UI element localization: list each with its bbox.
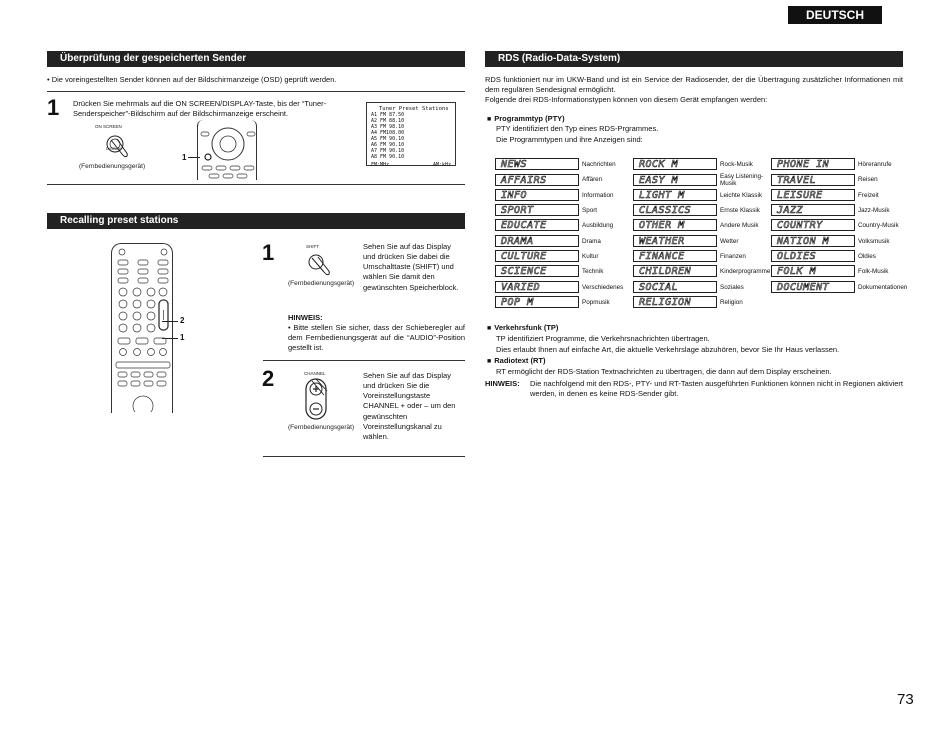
pty-description: Nachrichten (582, 161, 616, 169)
pty-row (495, 233, 633, 248)
pty-row (633, 233, 771, 248)
note-title: HINWEIS: (288, 313, 323, 322)
pty-row (633, 157, 771, 172)
osd-preset-screen (366, 102, 456, 166)
pty-description: Andere Musik (720, 222, 759, 230)
pty-description: Reisen (858, 176, 878, 184)
pty-description: Dokumentationen (858, 283, 908, 291)
step-text: Sehen Sie auf das Display und drücken Sie dabei die Umschalttaste (SHIFT) und wählen Sie damit den gewünschten Speicherblock. (363, 242, 459, 292)
pty-description: Höreranrufe (858, 161, 892, 169)
pty-row (633, 172, 771, 187)
pty-code-display: FOLK M (771, 265, 855, 277)
pty-code-display: DOCUMENT (771, 281, 855, 293)
pty-code-display: JAZZ (771, 204, 855, 216)
osd-line: A6 FM 90.10 (371, 142, 405, 148)
osd-title: Tuner Preset Stations (379, 106, 449, 112)
channel-label: CHANNEL (304, 371, 326, 376)
tp-text: TP identifiziert Programme, die Verkehrsnachrichten übertragen. (496, 334, 710, 343)
pty-code-display: INFO (495, 189, 579, 201)
step-number: 1 (47, 95, 60, 120)
pty-code-display: EASY M (633, 174, 717, 186)
divider (47, 184, 465, 185)
pty-code-display: CHILDREN (633, 265, 717, 277)
shift-label: SHIFT (306, 244, 319, 249)
pty-description: Kultur (582, 252, 599, 260)
pty-row (495, 264, 633, 279)
pty-description: Soziales (720, 283, 744, 291)
pty-row (495, 203, 633, 218)
pty-row (633, 249, 771, 264)
language-badge: DEUTSCH (788, 6, 882, 24)
pty-description: Technik (582, 268, 604, 276)
callout-1: 1 (180, 333, 185, 342)
pty-text-2: Die Programmtypen und ihre Anzeigen sind: (496, 135, 643, 144)
pty-code-display: WEATHER (633, 235, 717, 247)
pty-row (771, 279, 909, 294)
pty-row (495, 249, 633, 264)
pty-row (771, 249, 909, 264)
pty-description: Freizeit (858, 191, 879, 199)
osd-line: A2 FM 88.10 (371, 118, 405, 124)
divider (263, 456, 465, 457)
pty-description: Information (582, 191, 614, 199)
remote-caption: (Fernbedienungsgerät) (288, 424, 355, 431)
osd-line: A3 FM 98.10 (371, 124, 405, 130)
pty-description: Finanzen (720, 252, 746, 260)
pty-code-display: EDUCATE (495, 219, 579, 231)
pty-row (633, 295, 771, 310)
pty-description: Sport (582, 207, 598, 215)
pty-row (495, 172, 633, 187)
pty-description: Wetter (720, 237, 739, 245)
callout-1: 1 (182, 153, 187, 162)
pty-table-col-3 (771, 157, 909, 295)
on-screen-button-illustration (90, 124, 140, 162)
display-label: DISPLAY (106, 146, 123, 151)
tp-heading: ■ Verkehrsfunk (TP) (487, 323, 558, 333)
remote-illustration (197, 120, 257, 180)
pty-code-display: VARIED (495, 281, 579, 293)
pty-description: Volksmusik (858, 237, 890, 245)
pty-description: Jazz-Musik (858, 207, 890, 215)
channel-plus-minus-icon (300, 377, 340, 421)
pty-description: Popmusik (582, 298, 610, 306)
pty-table-col-1 (495, 157, 633, 310)
pty-row (771, 264, 909, 279)
callout-line (162, 338, 178, 339)
remote-caption: (Fernbedienungsgerät) (79, 163, 146, 170)
section-intro: • Die voreingestellten Sender können auf der Bildschirmanzeige (OSD) geprüft werden. (47, 75, 337, 84)
step-text: Drücken Sie mehrmals auf die ON SCREEN/DISPLAY-Taste, bis der “Tuner-Senderspeicher”-Bildschirm auf der Bildschirmanzeige erscheint. (73, 99, 327, 119)
osd-footer-right: AM:kHz (432, 162, 451, 168)
pty-code-display: AFFAIRS (495, 174, 579, 186)
rds-note-text: Die nachfolgend mit den RDS-, PTY- und RT-Tasten ausgeführten Funktionen können nicht in Regionen aktiviert werden, in denen es keine RDS-Sender gibt. (530, 379, 903, 399)
pty-code-display: CLASSICS (633, 204, 717, 216)
pty-code-display: ROCK M (633, 158, 717, 170)
divider (263, 360, 465, 361)
remote-keypad-icon (198, 120, 258, 180)
pty-description: Drama (582, 237, 601, 245)
rds-intro: RDS funktioniert nur im UKW-Band und ist ein Service der Radiosender, der die Übertragung zusätzlicher Informationen mit dem regulären Sendesignal ermöglicht. (485, 75, 903, 95)
pty-row (771, 172, 909, 187)
pty-row (771, 157, 909, 172)
pty-description: Rock-Musik (720, 161, 753, 169)
pty-description: Ernste Klassik (720, 207, 760, 215)
pty-table-col-2 (633, 157, 771, 310)
section-title-check-presets: Überprüfung der gespeicherten Sender (47, 51, 465, 67)
shift-button-illustration (300, 244, 350, 280)
pty-code-display: DRAMA (495, 235, 579, 247)
pty-row (495, 279, 633, 294)
finger-press-icon (302, 250, 336, 280)
on-screen-label: ON SCREEN (95, 124, 122, 129)
pty-description: Oldies (858, 252, 876, 260)
section-title-rds: RDS (Radio-Data-System) (485, 51, 903, 67)
pty-code-display: LIGHT M (633, 189, 717, 201)
pty-row (771, 218, 909, 233)
pty-row (495, 157, 633, 172)
remote-caption: (Fernbedienungsgerät) (288, 280, 355, 287)
pty-row (633, 203, 771, 218)
osd-line: A7 FM 90.10 (371, 148, 405, 154)
osd-line: A4 FM108.00 (371, 130, 405, 136)
remote-buttons-icon (112, 244, 174, 412)
rds-note-label: HINWEIS: (485, 379, 520, 388)
pty-description: Ausbildung (582, 222, 614, 230)
callout-2: 2 (180, 316, 185, 325)
pty-row (495, 295, 633, 310)
pty-code-display: CULTURE (495, 250, 579, 262)
osd-line: A8 FM 90.10 (371, 154, 405, 160)
pty-code-display: OLDIES (771, 250, 855, 262)
pty-description: Leichte Klassik (720, 191, 762, 199)
pty-row (771, 233, 909, 248)
pty-code-display: SPORT (495, 204, 579, 216)
pty-description: Country-Musik (858, 222, 899, 230)
pty-code-display: LEISURE (771, 189, 855, 201)
pty-row (495, 188, 633, 203)
pty-description: Folk-Musik (858, 268, 889, 276)
pty-description: Religion (720, 298, 743, 306)
rt-heading: ■ Radiotext (RT) (487, 356, 545, 366)
tp-text-2: Dies erlaubt Ihnen auf einfache Art, die aktuelle Verkehrslage abzuhören, bevor Sie Ihr Haus verlassen. (496, 345, 840, 354)
pty-text: PTY identifiziert den Typ eines RDS-Prgrammes. (496, 124, 659, 133)
pty-code-display: FINANCE (633, 250, 717, 262)
pty-description: Verschiedenes (582, 283, 624, 291)
pty-code-display: COUNTRY (771, 219, 855, 231)
pty-row (495, 218, 633, 233)
pty-row (633, 218, 771, 233)
osd-line: A5 FM 90.10 (371, 136, 405, 142)
pty-description: Easy Listening-Musik (720, 172, 764, 187)
section-title-recall-presets: Recalling preset stations (47, 213, 465, 229)
pty-code-display: PHONE IN (771, 158, 855, 170)
step-text: Sehen Sie auf das Display und drücken Sie die Voreinstellungstaste CHANNEL + oder – um den gewünschten Voreinstellungskanal zu wählen. (363, 371, 456, 441)
pty-code-display: RELIGION (633, 296, 717, 308)
rt-text: RT ermöglicht der RDS-Station Textnachrichten zu übertragen, die dann auf dem Display erscheinen. (496, 367, 832, 376)
pty-code-display: SCIENCE (495, 265, 579, 277)
pty-heading: ■ Programmtyp (PTY) (487, 114, 565, 124)
channel-button-illustration (296, 371, 346, 421)
pty-code-display: SOCIAL (633, 281, 717, 293)
pty-row (771, 203, 909, 218)
pty-row (771, 188, 909, 203)
pty-code-display: POP M (495, 296, 579, 308)
pty-row (633, 264, 771, 279)
pty-code-display: OTHER M (633, 219, 717, 231)
pty-code-display: NEWS (495, 158, 579, 170)
osd-footer-left: FM:MHz (371, 162, 390, 168)
pty-description: Kinderprogramme (720, 268, 771, 276)
osd-line: A1 FM 87.50 (371, 112, 405, 118)
full-remote-illustration (111, 243, 173, 413)
page-number: 73 (897, 691, 914, 708)
step-number: 1 (262, 240, 275, 265)
note-text: • Bitte stellen Sie sicher, dass der Schieberegler auf dem Fernbedienungsgerät auf die “AUDIO”-Position gestellt ist. (288, 323, 465, 353)
rds-intro-2: Folgende drei RDS-Informationstypen können von diesem Gerät empfangen werden: (485, 95, 768, 104)
pty-row (633, 279, 771, 294)
pty-code-display: NATION M (771, 235, 855, 247)
divider (47, 91, 465, 92)
step-number: 2 (262, 366, 275, 391)
pty-row (633, 188, 771, 203)
pty-description: Affären (582, 176, 603, 184)
callout-line (162, 321, 178, 322)
pty-code-display: TRAVEL (771, 174, 855, 186)
